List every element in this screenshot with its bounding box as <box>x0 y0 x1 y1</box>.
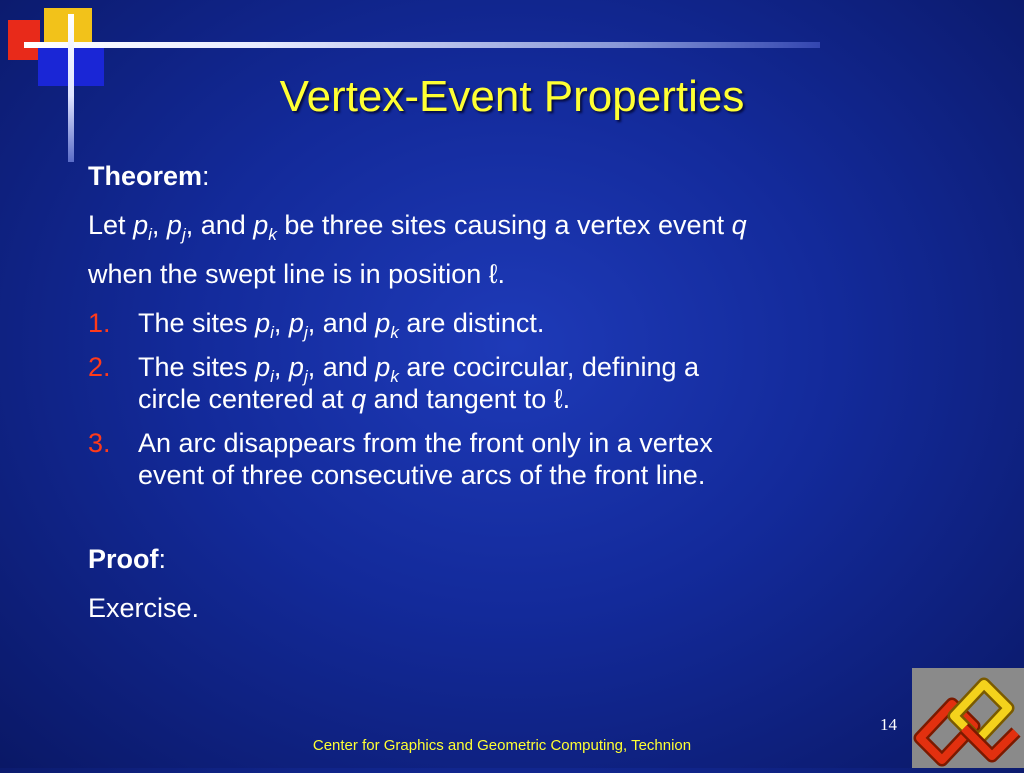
proof-heading: Proof: <box>88 544 167 574</box>
list-item-3: 3. An arc disappears from the front only in a vertex event of three consecutive arcs of the front line. <box>88 428 713 490</box>
proof-block <box>88 543 968 624</box>
list-item-2: 2. The sites $p_i$, $p_j$, and $p_k$ are cocircular, defining a circle centered at q and tangent to ℓ. <box>88 352 700 414</box>
decor-horizontal-line <box>24 42 820 48</box>
footer-text: Center for Graphics and Geometric Computing, Technion <box>312 737 692 754</box>
list-number-2: 2. <box>88 352 111 382</box>
theorem-heading: Theorem: <box>88 161 210 191</box>
list-number-3: 3. <box>88 428 111 458</box>
page-number: 14 <box>880 715 897 734</box>
theorem-label: Theorem <box>88 161 203 191</box>
list-number-1: 1. <box>88 308 111 338</box>
list-item-1: 1. The sites $p_i$, $p_j$, and $p_k$ are distinct. <box>88 308 545 342</box>
decor-red-square <box>8 20 40 60</box>
technion-logo <box>912 668 1024 768</box>
logo-chain-icon <box>912 668 1024 768</box>
proof-text: Exercise. <box>88 593 200 623</box>
slide-title: Vertex-Event Properties <box>279 72 745 121</box>
theorem-line-1: Let $p_i$, $p_j$, and $p_k$ be three sites causing a vertex event q <box>88 210 747 244</box>
proof-label: Proof <box>88 544 159 574</box>
theorem-line-2: when the swept line is in position ℓ. <box>88 259 505 289</box>
slide-body <box>88 160 968 641</box>
